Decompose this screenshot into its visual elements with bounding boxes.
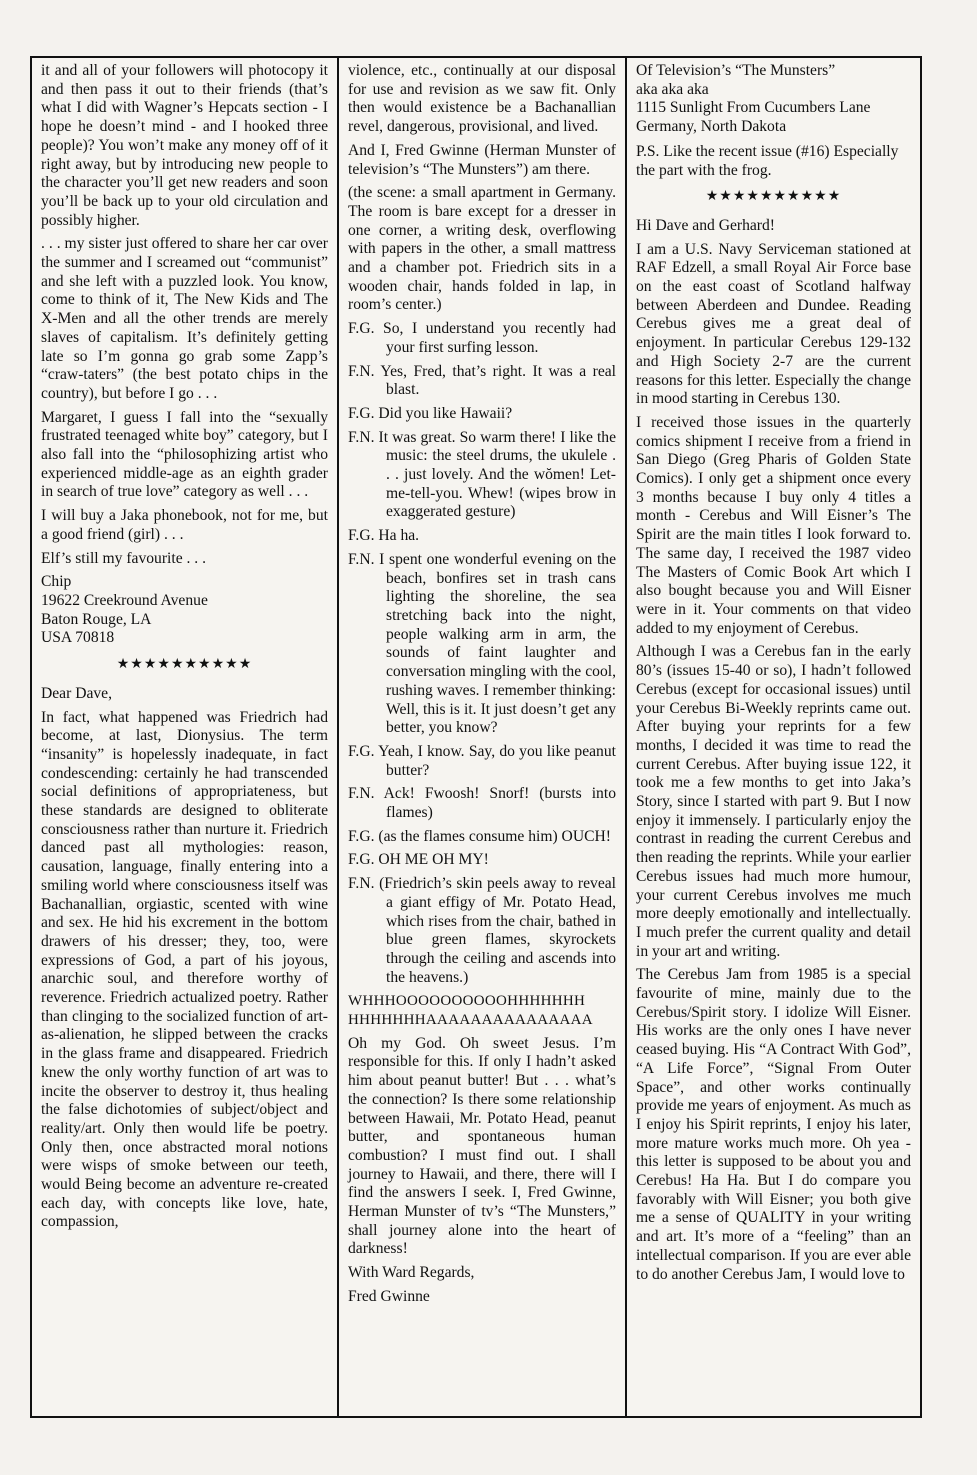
letter-paragraph: Although I was a Cerebus fan in the early 80’s (issues 15-40 or so), I hadn’t followed Cerebus (except for occasional issues) until your Cerebus Bi-Weekly reprints came out. After buying your reprints for a few months, I decided it was time to read the current Cerebus. After buying issue 122, it took me a few months to get into Jaka’s Story, since I started with part 9. But I now enjoy it immensely. I particularly enjoy the contrast in reading the current Cerebus and then reading the reprints. While your earlier Cerebus issues had much more humour, your current Cerebus involves me much more deeply emotionally and intellectually. I much prefer the current quality and detail in your art and writing. [636, 643, 911, 960]
dialogue-line: F.N. Yes, Fred, that’s right. It was a real blast. [348, 362, 616, 399]
letter-paragraph: Margaret, I guess I fall into the “sexually frustrated teenaged white boy” category, but I also fall into the “philosophizing artist who experienced middle-age as an eighth grader in search of true love” category as well . . . [41, 408, 328, 501]
address-line: Germany, North Dakota [636, 118, 787, 136]
column-3 [627, 58, 920, 1416]
dialogue-line: F.G. (as the flames consume him) OUCH! [348, 827, 611, 845]
address-line: 19622 Creekround Avenue [41, 591, 208, 609]
signature-name: Chip [41, 573, 72, 591]
star-divider: ★★★★★★★★★★ [705, 189, 842, 205]
signature-name: Fred Gwinne [348, 1287, 430, 1305]
scream-line: WHHHOOOOOOOOOOHHHHHHH [348, 993, 586, 1010]
dialogue-line: F.N. I spent one wonderful evening on the beach, bonfires set in trash cans lighting the shoreline, the sea stretching back into the night, people walking arm in arm, the sounds of faint laughter and conversation mingling with the cool, rushing waves. I remember thinking: Well, this is it. It just doesn’t get any better, you know? [348, 550, 616, 737]
dialogue-line: F.G. Did you like Hawaii? [348, 404, 513, 422]
letter-paragraph: Elf’s still my favourite . . . [41, 549, 207, 567]
star-divider: ★★★★★★★★★★ [116, 657, 253, 673]
column-1 [32, 58, 339, 1416]
scream-line: HHHHHHHAAAAAAAAAAAAAAA [348, 1012, 593, 1029]
letter-paragraph: it and all of your followers will photocopy it and then pass it out to their friends (that’s what I did with Wagner’s Hepcats section - I hope he doesn’t mind - and I hooked three people)? You won’t make any money off of it right away, but by introducing new people to the character you’ll get new readers and soon you’ll be back up to your old circulation and possibly higher. [41, 62, 328, 229]
letter-paragraph: I will buy a Jaka phonebook, not for me, but a good friend (girl) . . . [41, 507, 328, 543]
dialogue-line: F.N. Ack! Fwoosh! Snorf! (bursts into flames) [348, 785, 616, 822]
dialogue-line: F.G. So, I understand you recently had your first surfing lesson. [348, 320, 616, 356]
dialogue-line: F.N. It was great. So warm there! I like the music: the steel drums, the ukulele . . . just lovely. And the wŏmen! Let-me-tell-you. Whew! (wipes brow in exaggerated gesture) [348, 428, 616, 521]
address-line: USA 70818 [41, 629, 115, 647]
letter-paragraph: And I, Fred Gwinne (Herman Munster of television’s “The Munsters”) am there. [348, 141, 616, 178]
dialogue-line: F.G. OH ME OH MY! [348, 851, 489, 869]
letters-page-frame [30, 56, 922, 1418]
letter-paragraph: I am a U.S. Navy Serviceman stationed at RAF Edzell, a small Royal Air Force base on the east coast of Scotland halfway between Aberdeen and Dundee. Reading Cerebus gives me a great deal of enjoyment. In particular Cerebus 129-132 and High Society 2-7 are the current reasons for this letter. Especially the change in mood starting in Cerebus 130. [636, 240, 911, 408]
dialogue-line: F.N. (Friedrich’s skin peels away to reveal a giant effigy of Mr. Potato Head, which rises from the chair, bathed in blue green flames, skyrockets through the ceiling and ascends into the heavens.) [348, 875, 616, 986]
address-line: aka aka aka [636, 80, 709, 98]
letter-greeting: Dear Dave, [41, 684, 112, 702]
letter-paragraph: I received those issues in the quarterly comics shipment I receive from a friend in San Diego (Greg Pharis of Golden State Comics). I only get a shipment once every 3 months because I buy only 4 titles a month - Cerebus and Will Eisner’s The Spirit are the main titles I look forward to. The same day, I received the 1987 video The Masters of Comic Book Art which I also bought because you and Will Eisner were in it. Your comments on that video added to my enjoyment of Cerebus. [636, 413, 911, 637]
dialogue-line: F.G. Yeah, I know. Say, do you like peanut butter? [348, 742, 616, 779]
address-line: Of Television’s “The Munsters” [636, 62, 836, 79]
scene-description: (the scene: a small apartment in Germany. The room is bare except for a dresser in one corner, a writing desk, overflowing with papers in the other, a small mattress and a chamber pot. Friedrich sits in a wooden chair, hands folded in lap, in room’s center.) [348, 184, 616, 314]
letter-paragraph: In fact, what happened was Friedrich had become, at last, Dionysius. The term “insanity” is hopelessly inadequate, in fact condescending: certainly he had transcended social definitions of appropriateness, but these standards are designed to obliterate consciousness rather than nurture it. Friedrich danced past all mythologies: reason, causation, language, finally entering into a smiling world where consciousness itself was Bachanallian, orgiastic, scented with wine and sex. He hid his excrement in the bottom drawers of his dresser; they, too, were expressions of God, a part of his joyous, anarchic soul, and therefore worthy of reverence. Friedrich actualized poetry. Rather than clinging to the socialized function of art-as-alienation, he slipped between the cracks in the glass frame and disappeared. Friedrich knew the only worthy function of art was to incite the observer to destroy it, thus healing the false dichotomies of subject/object and reality/art. Only then would life be poetry. Only then, once abstracted moral notions were wisps of smoke between our teeth, would Being become an adventure re-created each day, with concepts like love, hate, compassion, [41, 708, 328, 1231]
address-line: Baton Rouge, LA [41, 610, 152, 628]
letter-paragraph: . . . my sister just offered to share her car over the summer and I screamed out “communist” and she left with a puzzled look. You know, come to think of it, The New Kids and The X-Men and all the other trends are merely slaves of capitalism. It’s definitely getting late so I’m gonna go grab some Zapp’s “craw-taters” (the best potato chips in the country), but before I go . . . [41, 235, 328, 402]
letter-paragraph: The Cerebus Jam from 1985 is a special favourite of mine, mainly due to the Cerebus/Spirit story. I idolize Will Eisner. His works are the only ones I have never ceased buying. His “A Contract With God”, “A Life Force”, “Signal From Outer Space”, and other works continually provide me years of enjoyment. As much as I enjoy his Spirit reprints, I enjoy his later, more mature works much more. Oh yea - this letter is supposed to be about you and Cerebus! Ha Ha. But I do compare you favorably with Will Eisner; you both give me a sense of QUALITY in your writing and art. It’s more of a “feeling” than an intellectual comparison. If you are ever able to do another Cerebus Jam, I would love to [636, 966, 911, 1283]
dialogue-line: F.G. Ha ha. [348, 527, 420, 545]
letter-paragraph: Oh my God. Oh sweet Jesus. I’m responsible for this. If only I hadn’t asked him about peanut butter! But . . . what’s the connection? Is there some relationship between Hawaii, Mr. Potato Head, peanut butter, and spontaneous human combustion? I must find out. I shall journey to Hawaii, and there, there will I find the answers I seek. I, Fred Gwinne, Herman Munster of tv’s “The Munsters,” shall journey alone into the heart of darkness! [348, 1034, 616, 1258]
letter-paragraph: violence, etc., continually at our disposal for use and revision as we saw fit. Only then would existence be a Bachanallian revel, dangerous, provisional, and lived. [348, 62, 616, 136]
letter-greeting: Hi Dave and Gerhard! [636, 216, 775, 234]
address-line: 1115 Sunlight From Cucumbers Lane [636, 99, 871, 117]
letter-closing: With Ward Regards, [348, 1264, 475, 1282]
postscript: P.S. Like the recent issue (#16) Especially the part with the frog. [636, 142, 899, 179]
column-2 [339, 58, 627, 1416]
